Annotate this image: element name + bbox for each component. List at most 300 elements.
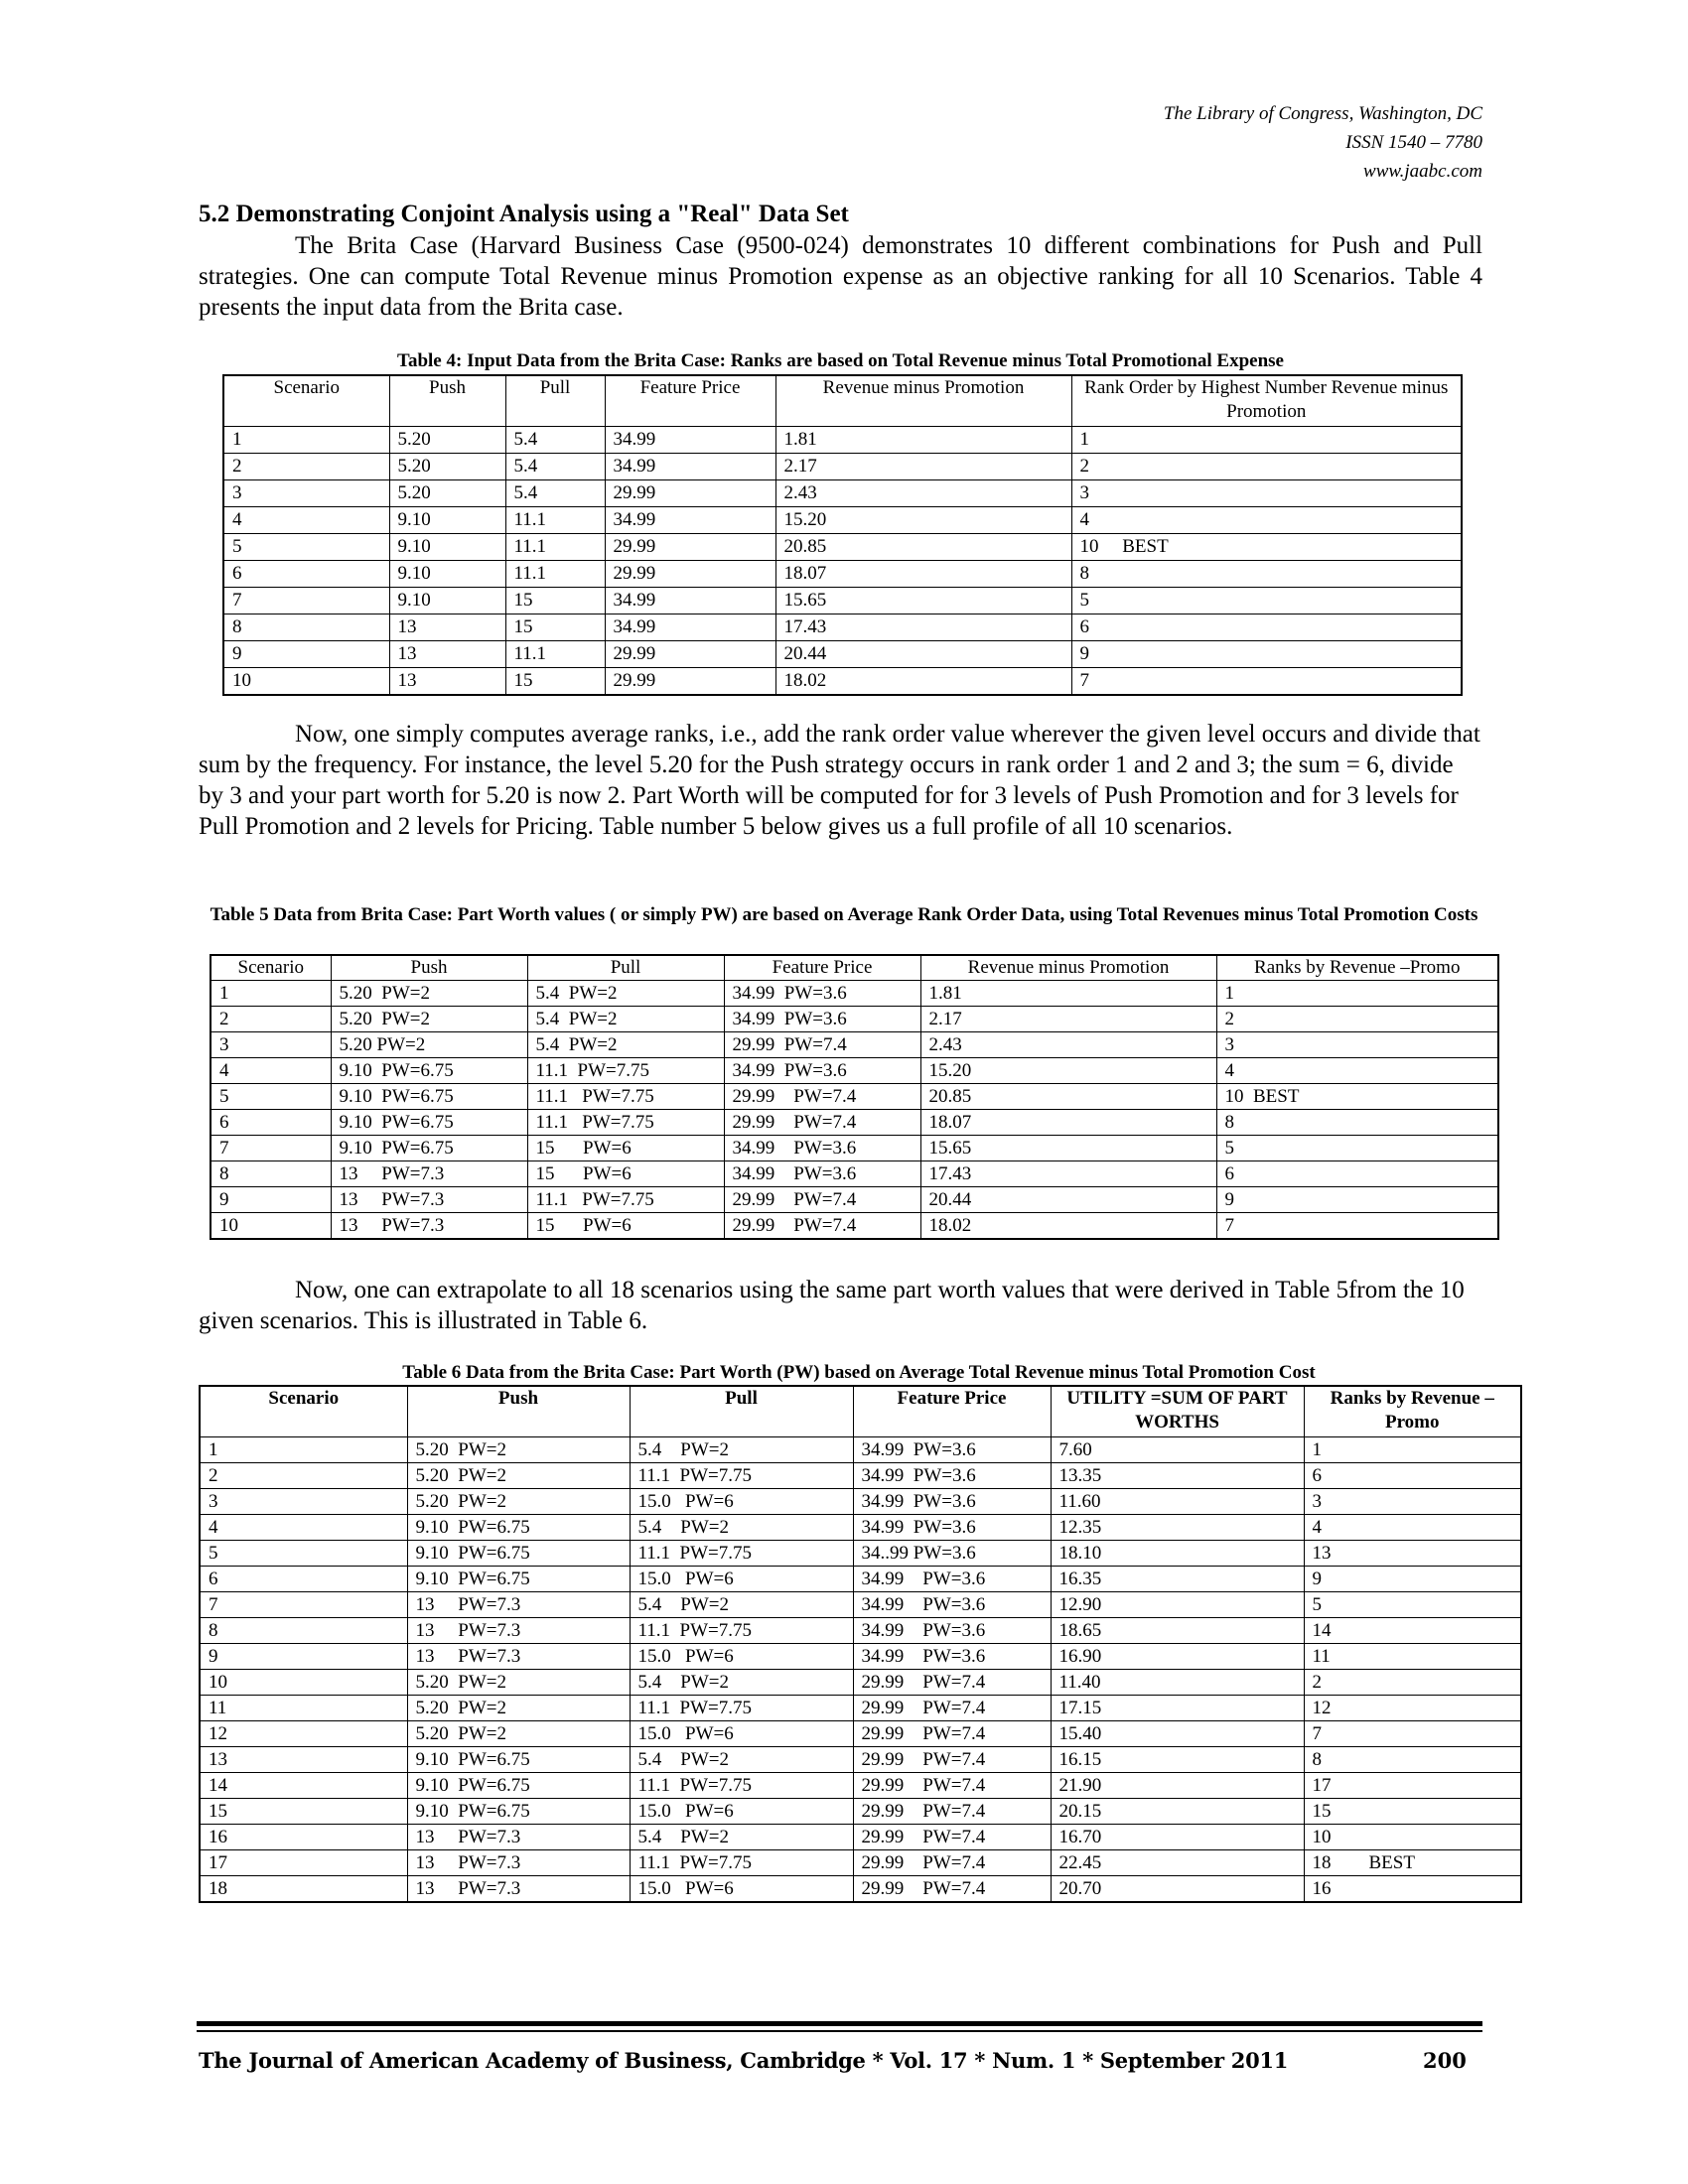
table-4-header-cell: Feature Price [605,375,775,427]
table-cell: 5.20 PW=2 [407,1437,630,1463]
table-cell: 34.99 [605,507,775,534]
table-cell: 1 [1304,1437,1521,1463]
table-row [211,1110,1498,1136]
table-cell: 29.99 [605,561,775,588]
table-cell: 5.4 [505,454,605,480]
table-cell: 34.99 PW=3.6 [724,1136,920,1161]
table-row [200,1541,1521,1567]
table-cell: 9.10 [389,507,505,534]
table-4-caption: Table 4: Input Data from the Brita Case: Ranks are based on Total Revenue minus Total Promotional Expense [397,350,1284,371]
table-5-body [211,981,1498,1240]
table-cell: 5 [200,1541,407,1567]
table-cell: 3 [1216,1032,1498,1058]
table-cell: 13 PW=7.3 [331,1213,527,1240]
table-row [200,1567,1521,1592]
table-cell: 11.1 PW=7.75 [630,1463,853,1489]
table-cell: 34..99 PW=3.6 [853,1541,1051,1567]
table-cell: 16.90 [1051,1644,1304,1670]
table-cell: 13 PW=7.3 [407,1876,630,1903]
table-row [211,1007,1498,1032]
table-cell: 1 [1071,427,1462,454]
table-cell: 4 [1304,1515,1521,1541]
table-row [211,1187,1498,1213]
table-cell: 11.1 PW=7.75 [630,1541,853,1567]
table-cell: 29.99 PW=7.4 [853,1773,1051,1799]
table-cell: 5.4 PW=2 [630,1670,853,1696]
table-cell: 17 [1304,1773,1521,1799]
table-cell: 17.43 [775,614,1071,641]
table-row [223,588,1462,614]
table-cell: 3 [211,1032,331,1058]
table-row [223,480,1462,507]
table-cell: 4 [1071,507,1462,534]
table-cell: 20.44 [920,1187,1216,1213]
table-cell: 3 [1071,480,1462,507]
table-row [223,614,1462,641]
table-cell: 3 [1304,1489,1521,1515]
table-5-header-cell: Revenue minus Promotion [920,955,1216,981]
table-cell: 9 [1071,641,1462,668]
table-cell: 34.99 PW=3.6 [724,1058,920,1084]
table-row [200,1876,1521,1903]
table-6-header-cell: Push [407,1386,630,1437]
table-cell: 34.99 PW=3.6 [853,1515,1051,1541]
table-cell: 9 [200,1644,407,1670]
paragraph-3-text: Now, one can extrapolate to all 18 scenarios using the same part worth values that were derived in Table 5from the 10 given scenarios. This is illustrated in Table 6. [199,1277,1465,1334]
table-cell: 5.20 PW=2 [407,1463,630,1489]
table-cell: 5.4 PW=2 [630,1747,853,1773]
table-cell: 8 [1216,1110,1498,1136]
table-cell: 5.4 PW=2 [630,1592,853,1618]
table-cell: 5.4 [505,480,605,507]
table-cell: 5.4 PW=2 [527,1007,724,1032]
table-row [200,1592,1521,1618]
table-cell: 5.20 [389,454,505,480]
header-line-1: The Library of Congress, Washington, DC [1163,103,1482,124]
table-cell: 7 [1071,668,1462,696]
table-cell: 4 [211,1058,331,1084]
table-cell: 13 [200,1747,407,1773]
table-row [200,1799,1521,1825]
table-cell: 13 [389,668,505,696]
table-cell: 5.20 [389,427,505,454]
table-cell: 11.1 PW=7.75 [630,1850,853,1876]
table-cell: 5 [211,1084,331,1110]
table-cell: 15.0 PW=6 [630,1721,853,1747]
table-cell: 2.43 [920,1032,1216,1058]
table-cell: 11 [1304,1644,1521,1670]
table-cell: 16.15 [1051,1747,1304,1773]
table-cell: 18.02 [775,668,1071,696]
table-cell: 9.10 [389,534,505,561]
table-cell: 9.10 PW=6.75 [331,1058,527,1084]
table-cell: 11.1 PW=7.75 [527,1187,724,1213]
table-cell: 11.1 PW=7.75 [630,1696,853,1721]
table-cell: 7 [211,1136,331,1161]
table-cell: 5.20 PW=2 [407,1696,630,1721]
table-cell: 20.85 [775,534,1071,561]
table-row [211,1213,1498,1240]
table-cell: 2 [211,1007,331,1032]
table-cell: 15 PW=6 [527,1136,724,1161]
paragraph-1-text: The Brita Case (Harvard Business Case (9500-024) demonstrates 10 different combinations for Push and Pull strategies. One can compute Total Revenue minus Promotion expense as an objective ranking for all 10 Scenarios. Table 4 presents the input data from the Brita case. [199,232,1482,321]
table-cell: 13 PW=7.3 [407,1850,630,1876]
header-line-3: www.jaabc.com [1363,161,1482,182]
table-cell: 10 [200,1670,407,1696]
table-cell: 5.20 PW=2 [331,1007,527,1032]
paragraph-1 [199,230,1482,323]
table-cell: 6 [1304,1463,1521,1489]
table-6-header-cell: UTILITY =SUM OF PART WORTHS [1051,1386,1304,1437]
table-4-header-cell: Rank Order by Highest Number Revenue minus Promotion [1071,375,1462,427]
table-cell: 10 BEST [1071,534,1462,561]
table-cell: 11.1 PW=7.75 [630,1618,853,1644]
table-cell: 14 [1304,1618,1521,1644]
table-cell: 9.10 PW=6.75 [331,1084,527,1110]
page-number: 200 [1423,2048,1467,2073]
table-cell: 14 [200,1773,407,1799]
table-5-header-cell: Push [331,955,527,981]
table-row [200,1489,1521,1515]
table-cell: 2.17 [775,454,1071,480]
table-row [200,1825,1521,1850]
table-cell: 5.4 PW=2 [527,981,724,1007]
table-cell: 7 [1304,1721,1521,1747]
table-cell: 16 [200,1825,407,1850]
table-cell: 12 [200,1721,407,1747]
table-cell: 5.20 PW=2 [331,1032,527,1058]
paragraph-2 [199,719,1482,842]
table-cell: 5.4 PW=2 [630,1825,853,1850]
table-cell: 34.99 [605,588,775,614]
table-cell: 5.20 PW=2 [331,981,527,1007]
table-cell: 5.20 [389,480,505,507]
table-cell: 8 [1071,561,1462,588]
table-6-header-cell: Ranks by Revenue – Promo [1304,1386,1521,1437]
running-header [1164,99,1482,186]
table-cell: 16.70 [1051,1825,1304,1850]
table-6-header-cell: Scenario [200,1386,407,1437]
table-cell: 11.1 [505,641,605,668]
table-cell: 12.90 [1051,1592,1304,1618]
table-cell: 34.99 PW=3.6 [724,1007,920,1032]
table-cell: 9.10 PW=6.75 [407,1567,630,1592]
table-cell: 6 [223,561,389,588]
table-row [223,641,1462,668]
table-cell: 15 [505,588,605,614]
table-row [223,668,1462,696]
table-row [223,534,1462,561]
table-cell: 15 [1304,1799,1521,1825]
table-cell: 20.70 [1051,1876,1304,1903]
table-cell: 15.20 [775,507,1071,534]
table-cell: 11.1 PW=7.75 [527,1058,724,1084]
table-cell: 21.90 [1051,1773,1304,1799]
table-row [211,1161,1498,1187]
table-4-header-cell: Push [389,375,505,427]
table-cell: 29.99 PW=7.4 [853,1670,1051,1696]
table-6 [199,1385,1522,1903]
table-6-body [200,1437,1521,1903]
table-cell: 29.99 [605,668,775,696]
table-cell: 1 [211,981,331,1007]
table-cell: 6 [200,1567,407,1592]
table-4-body [223,427,1462,696]
table-row [200,1644,1521,1670]
table-cell: 5.20 PW=2 [407,1670,630,1696]
journal-footer: The Journal of American Academy of Business, Cambridge * Vol. 17 * Num. 1 * September 2011 [199,2048,1289,2073]
table-4-header-cell: Scenario [223,375,389,427]
table-cell: 1 [1216,981,1498,1007]
table-cell: 13 PW=7.3 [331,1187,527,1213]
table-cell: 8 [211,1161,331,1187]
table-cell: 5.20 PW=2 [407,1721,630,1747]
table-cell: 6 [1216,1161,1498,1187]
table-cell: 15 [505,614,605,641]
table-cell: 12.35 [1051,1515,1304,1541]
table-row [223,561,1462,588]
table-cell: 11.1 [505,534,605,561]
table-4 [222,374,1463,696]
table-cell: 15.20 [920,1058,1216,1084]
table-row [211,981,1498,1007]
table-cell: 1.81 [775,427,1071,454]
table-cell: 3 [223,480,389,507]
table-6-header-row [200,1386,1521,1437]
table-cell: 8 [223,614,389,641]
table-cell: 11.60 [1051,1489,1304,1515]
table-cell: 9.10 PW=6.75 [407,1541,630,1567]
table-cell: 9 [223,641,389,668]
table-row [211,1058,1498,1084]
table-cell: 34.99 [605,614,775,641]
table-cell: 11.1 [505,507,605,534]
table-cell: 2 [1071,454,1462,480]
table-cell: 9.10 [389,561,505,588]
table-cell: 2 [223,454,389,480]
table-cell: 17.43 [920,1161,1216,1187]
table-cell: 15.0 PW=6 [630,1489,853,1515]
table-row [200,1747,1521,1773]
table-cell: 13 PW=7.3 [331,1161,527,1187]
table-cell: 29.99 PW=7.4 [724,1213,920,1240]
table-row [223,507,1462,534]
table-cell: 29.99 PW=7.4 [853,1825,1051,1850]
table-row [223,454,1462,480]
table-cell: 13 [389,614,505,641]
table-cell: 1 [223,427,389,454]
table-cell: 18.65 [1051,1618,1304,1644]
table-row [211,1032,1498,1058]
table-cell: 29.99 PW=7.4 [853,1850,1051,1876]
table-cell: 11.40 [1051,1670,1304,1696]
table-row [200,1463,1521,1489]
table-cell: 11 [200,1696,407,1721]
table-cell: 18.07 [920,1110,1216,1136]
table-row [200,1437,1521,1463]
table-cell: 5 [1304,1592,1521,1618]
table-row [200,1721,1521,1747]
table-4-header-cell: Revenue minus Promotion [775,375,1071,427]
table-5-header-row [211,955,1498,981]
table-row [200,1773,1521,1799]
table-cell: 34.99 PW=3.6 [853,1618,1051,1644]
table-cell: 4 [223,507,389,534]
table-cell: 7 [1216,1213,1498,1240]
header-line-2: ISSN 1540 – 7780 [1345,132,1482,153]
table-cell: 5.20 PW=2 [407,1489,630,1515]
table-cell: 34.99 PW=3.6 [724,1161,920,1187]
table-cell: 10 [211,1213,331,1240]
table-cell: 8 [200,1618,407,1644]
table-cell: 5.4 PW=2 [527,1032,724,1058]
table-cell: 18.10 [1051,1541,1304,1567]
table-cell: 2 [1304,1670,1521,1696]
paragraph-3 [199,1275,1482,1336]
table-cell: 16.35 [1051,1567,1304,1592]
table-5-header-cell: Ranks by Revenue –Promo [1216,955,1498,981]
footer-rule-thick [197,2021,1482,2026]
table-cell: 9.10 [389,588,505,614]
table-cell: 8 [1304,1747,1521,1773]
table-cell: 4 [200,1515,407,1541]
table-cell: 12 [1304,1696,1521,1721]
table-cell: 29.99 PW=7.4 [724,1084,920,1110]
table-cell: 20.15 [1051,1799,1304,1825]
table-cell: 29.99 PW=7.4 [724,1187,920,1213]
table-cell: 29.99 [605,641,775,668]
table-cell: 10 [223,668,389,696]
table-5-header-cell: Pull [527,955,724,981]
table-row [211,1136,1498,1161]
table-cell: 34.99 PW=3.6 [724,981,920,1007]
table-cell: 9 [1216,1187,1498,1213]
table-cell: 13 PW=7.3 [407,1644,630,1670]
table-cell: 34.99 PW=3.6 [853,1644,1051,1670]
table-cell: 5.4 PW=2 [630,1515,853,1541]
table-cell: 15.0 PW=6 [630,1644,853,1670]
table-4-header-cell: Pull [505,375,605,427]
table-cell: 34.99 [605,454,775,480]
table-cell: 17 [200,1850,407,1876]
table-cell: 9.10 PW=6.75 [331,1110,527,1136]
table-row [200,1670,1521,1696]
table-row [223,427,1462,454]
table-cell: 9 [211,1187,331,1213]
table-cell: 5 [1071,588,1462,614]
table-cell: 34.99 PW=3.6 [853,1437,1051,1463]
table-cell: 17.15 [1051,1696,1304,1721]
table-row [200,1618,1521,1644]
table-cell: 18 BEST [1304,1850,1521,1876]
table-6-caption: Table 6 Data from the Brita Case: Part Worth (PW) based on Average Total Revenue minus Total Promotion Cost [402,1362,1316,1383]
table-cell: 13 PW=7.3 [407,1825,630,1850]
table-cell: 29.99 PW=7.4 [853,1696,1051,1721]
table-cell: 13 [389,641,505,668]
table-cell: 11.1 PW=7.75 [527,1110,724,1136]
table-5-caption: Table 5 Data from Brita Case: Part Worth values ( or simply PW) are based on Average Rank Order Data, using Total Revenues minus Total Promotion Costs [210,904,1478,925]
table-cell: 18.07 [775,561,1071,588]
table-5 [210,954,1499,1240]
table-4-header-row [223,375,1462,427]
table-cell: 2.17 [920,1007,1216,1032]
table-cell: 9.10 PW=6.75 [331,1136,527,1161]
table-cell: 29.99 PW=7.4 [724,1032,920,1058]
table-cell: 20.44 [775,641,1071,668]
table-cell: 3 [200,1489,407,1515]
table-cell: 15 [200,1799,407,1825]
table-row [211,1084,1498,1110]
table-6-header-cell: Feature Price [853,1386,1051,1437]
table-cell: 34.99 PW=3.6 [853,1463,1051,1489]
table-cell: 15.65 [920,1136,1216,1161]
table-cell: 34.99 [605,427,775,454]
table-cell: 15.0 PW=6 [630,1799,853,1825]
table-cell: 9.10 PW=6.75 [407,1799,630,1825]
table-cell: 10 BEST [1216,1084,1498,1110]
table-row [200,1696,1521,1721]
table-cell: 16 [1304,1876,1521,1903]
table-cell: 15 PW=6 [527,1161,724,1187]
table-cell: 6 [1071,614,1462,641]
table-cell: 13 PW=7.3 [407,1592,630,1618]
table-cell: 9 [1304,1567,1521,1592]
table-cell: 10 [1304,1825,1521,1850]
table-cell: 29.99 [605,480,775,507]
table-cell: 18 [200,1876,407,1903]
table-cell: 29.99 PW=7.4 [853,1721,1051,1747]
table-cell: 20.85 [920,1084,1216,1110]
table-cell: 29.99 PW=7.4 [724,1110,920,1136]
table-cell: 15 PW=6 [527,1213,724,1240]
table-cell: 1.81 [920,981,1216,1007]
table-cell: 11.1 PW=7.75 [527,1084,724,1110]
table-cell: 15.40 [1051,1721,1304,1747]
footer-rule-thin [197,2030,1482,2032]
table-cell: 34.99 PW=3.6 [853,1592,1051,1618]
table-cell: 5.4 PW=2 [630,1437,853,1463]
table-cell: 22.45 [1051,1850,1304,1876]
table-cell: 6 [211,1110,331,1136]
table-cell: 11.1 PW=7.75 [630,1773,853,1799]
table-5-header-cell: Feature Price [724,955,920,981]
table-cell: 2 [1216,1007,1498,1032]
table-cell: 2 [200,1463,407,1489]
table-cell: 5 [1216,1136,1498,1161]
table-cell: 29.99 PW=7.4 [853,1799,1051,1825]
table-cell: 4 [1216,1058,1498,1084]
table-cell: 13.35 [1051,1463,1304,1489]
table-cell: 13 [1304,1541,1521,1567]
table-cell: 15.0 PW=6 [630,1876,853,1903]
paragraph-2-text: Now, one simply computes average ranks, i.e., add the rank order value wherever the given level occurs and divide that sum by the frequency. For instance, the level 5.20 for the Push strategy occurs in rank order 1 and 2 and 3; the sum = 6, divide by 3 and your part worth for 5.20 is now 2. Part Worth will be computed for for 3 levels of Push Promotion and for 3 levels for Pull Promotion and 2 levels for Pricing. Table number 5 below gives us a full profile of all 10 scenarios. [199,721,1480,840]
table-cell: 11.1 [505,561,605,588]
table-6-header-cell: Pull [630,1386,853,1437]
table-cell: 29.99 [605,534,775,561]
table-cell: 2.43 [775,480,1071,507]
table-cell: 5.4 [505,427,605,454]
table-cell: 7 [223,588,389,614]
table-row [200,1850,1521,1876]
table-cell: 1 [200,1437,407,1463]
table-cell: 7.60 [1051,1437,1304,1463]
table-cell: 29.99 PW=7.4 [853,1747,1051,1773]
table-cell: 18.02 [920,1213,1216,1240]
table-cell: 34.99 PW=3.6 [853,1489,1051,1515]
table-cell: 9.10 PW=6.75 [407,1515,630,1541]
section-title: 5.2 Demonstrating Conjoint Analysis using a "Real" Data Set [199,201,849,227]
table-cell: 9.10 PW=6.75 [407,1747,630,1773]
